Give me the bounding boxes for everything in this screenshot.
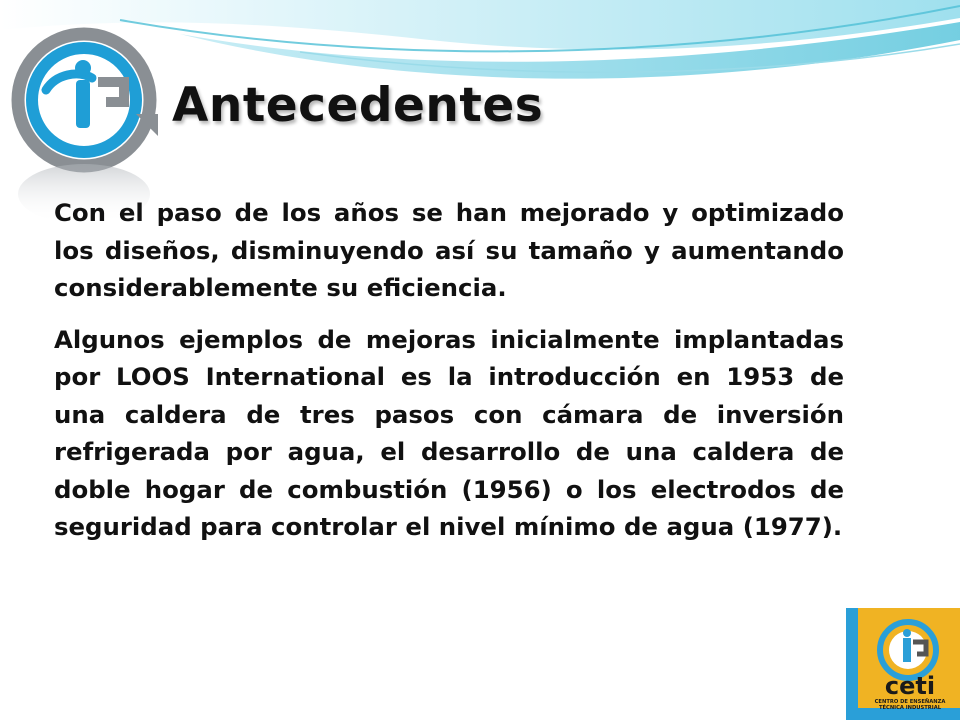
paragraph-2: Algunos ejemplos de mejoras inicialmente implantadas por LOOS International es la introducción en 1953 de una caldera de tres pasos con cámara de inversión refrigerada por agua, el desarrollo de una caldera de doble hogar de combustión (1956) o los electrodos de seguridad para controlar el nivel mínimo de agua (1977). (54, 324, 844, 541)
slide-title: Antecedentes (172, 78, 544, 133)
badge-line1: CENTRO DE ENSEÑANZA (874, 699, 946, 705)
ceti-badge-logo (846, 608, 960, 720)
badge-brand: ceti (884, 672, 936, 700)
paragraph-1: Con el paso de los años se han mejorado y optimizado los diseños, disminuyendo así su tamaño y aumentando considerablemente su eficiencia. (54, 198, 844, 302)
slide-body (54, 194, 844, 560)
badge-line2: TÉCNICA INDUSTRIAL (878, 705, 942, 711)
